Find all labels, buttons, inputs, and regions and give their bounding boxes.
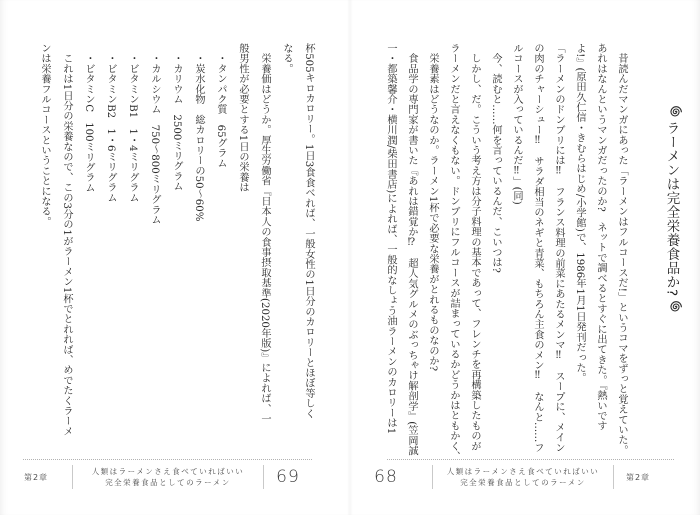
page-number: 69: [276, 467, 300, 487]
text-column: 昔読んだマンガにあった「ラーメンはフルコースだ!」というコマをずっと覚えていた。: [616, 43, 627, 456]
text-column: よ!』(原田久仁信・きむらはじめ/小学館)で、1986年1月1日発刊だった。: [574, 43, 585, 383]
page-footer-right: [362, 462, 662, 492]
text-column: ・ビタミンC 100ミリグラム: [83, 43, 94, 193]
text-column: ンは栄養フルコースということになる。: [39, 43, 50, 227]
chapter-heading: [646, 102, 682, 362]
text-column: しかし、だ。こういう考え方は分子料理の基本であって、フレンチを再構築したものが: [469, 43, 480, 451]
running-title-line-1: 人類はラーメンさえ食べていればいい: [446, 466, 600, 476]
text-column: ・カルシウム 750〜800ミリグラム: [149, 43, 160, 225]
text-column: ルコースが入っているんだ‼」(同): [511, 43, 522, 205]
text-column: 今、読むと……何を言っているんだ、こいつは?: [490, 43, 501, 273]
page-right: [350, 0, 700, 515]
page-footer-left: [12, 462, 312, 492]
page-number: 68: [374, 467, 398, 487]
text-column: 「ラーメンのドンブリには‼ フランス料理の前菜にあたるメンマ‼ スープに、メイン: [553, 43, 564, 453]
text-column: ・ビタミンB1 1・4ミリグラム: [127, 43, 138, 203]
text-column: ラーメンだと言えなくもない。ドンブリにフルコースが詰まっているかどうかはともかく、: [448, 43, 459, 462]
spiral-icon: [669, 300, 682, 313]
text-column: なる。: [281, 43, 292, 74]
body-text-right: [380, 43, 632, 461]
chapter-label: 第2章: [625, 472, 651, 482]
text-column: ・タンパク質 65グラム: [215, 43, 226, 169]
text-column: ・炭水化物 総カロリーの50〜60%: [193, 43, 204, 222]
footer-rule-left: [23, 459, 312, 460]
chapter-label: 第2章: [23, 472, 49, 482]
footer-rule-right: [387, 459, 674, 460]
text-column: 杯505キロカロリー。1日3食食べれば、一般女性の1日分のカロリーとほぼ等しく: [303, 43, 314, 419]
running-title-line-2: 完全栄養食品としてのラーメン: [460, 478, 586, 487]
running-title-line-2: 完全栄養食品としてのラーメン: [105, 478, 231, 487]
text-column: 一・都築馨介・横川潤/柴田書店)によれば、一般的なしょう油ラーメンのカロリーは1: [385, 43, 396, 435]
spiral-icon: [669, 105, 682, 118]
chapter-heading-text: ラーメンは完全栄養食品か?: [663, 121, 680, 297]
text-column: あれはなんというマンガだったのか? ネットで調べるとすぐに出てきた。『熱いです: [595, 43, 606, 431]
text-column: の肉のチャーシュー‼ サラダ相当のネギと青菜、もちろん主食のメン‼ なんと……フ: [532, 43, 543, 453]
text-column: ・カリウム 2500ミリグラム: [171, 43, 182, 192]
running-title: [73, 467, 263, 488]
text-column: 栄養価はどうか。厚生労働省『日本人の食事摂取基準(2020年版)』によれば、一: [259, 43, 270, 424]
text-column: ・ビタミンB2 1・6ミリグラム: [105, 43, 116, 203]
text-column: 栄養素はどうなのか。ラーメン1杯で必要な栄養がとれるものなのか?: [427, 43, 438, 372]
text-column: 食品学の専門家が書いた『あれは錯覚か⁉ 超人気グルメのぶっちゃけ解剖学』(笠岡誠: [406, 43, 417, 456]
body-text-left: [33, 43, 319, 461]
running-title-line-1: 人類はラーメンさえ食べていればいい: [91, 466, 245, 476]
text-column: これは1日分の栄養なので、この3分の1がラーメン1杯でとれれば、めでたくラーメ: [61, 43, 72, 437]
text-column: 般男性が必要とする1日の栄養は: [237, 43, 248, 193]
running-title: [433, 467, 613, 488]
